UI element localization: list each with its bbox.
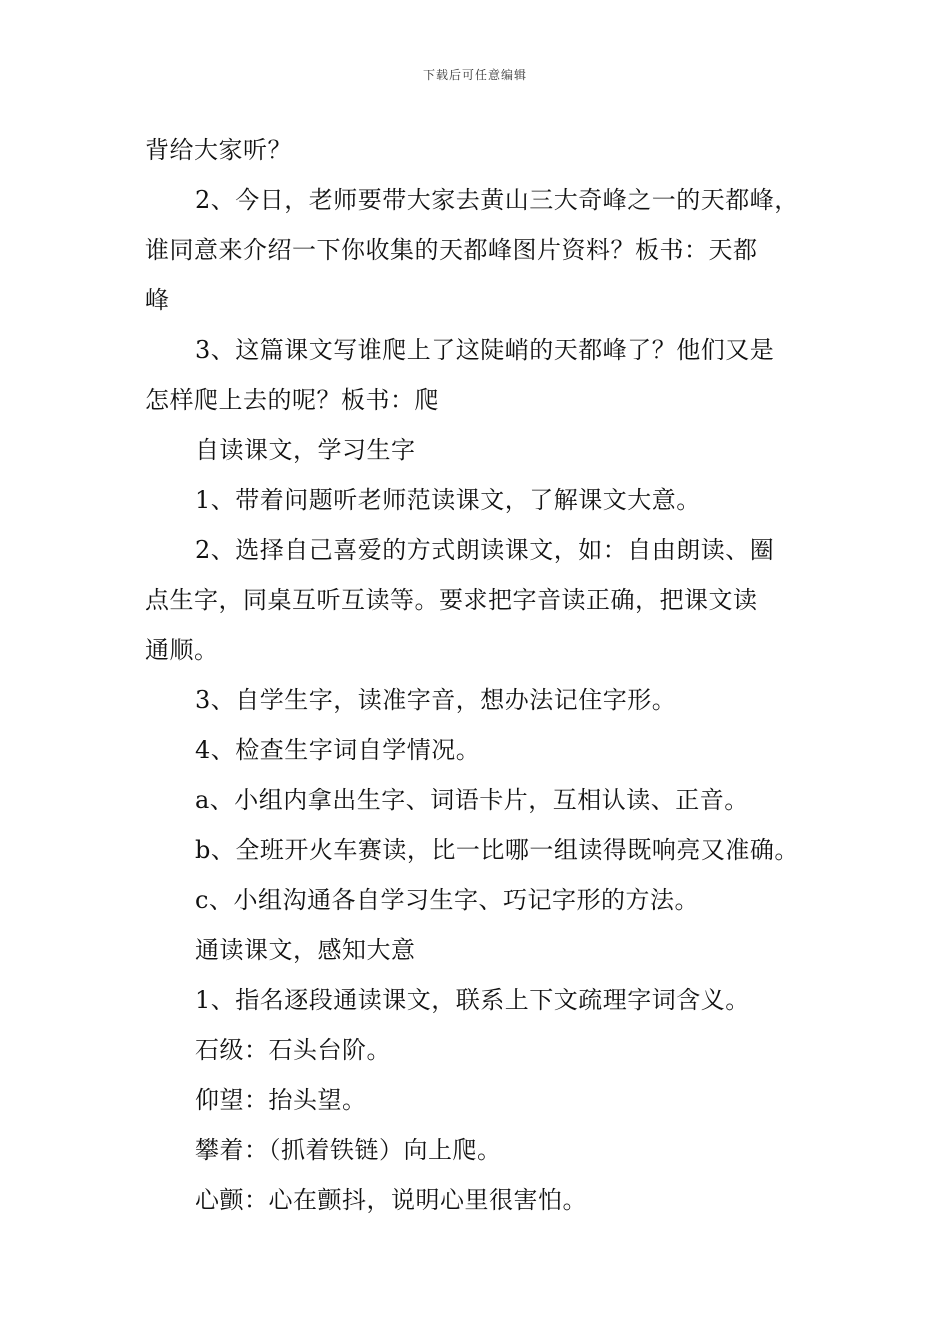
text-line: 通读课文，感知大意 <box>195 936 416 964</box>
text-line: b、全班开火车赛读，比一比哪一组读得既响亮又准确。 <box>195 836 799 864</box>
text-line: c、小组沟通各自学习生字、巧记字形的方法。 <box>195 886 699 914</box>
text-line: 背给大家听？ <box>145 136 292 164</box>
vocab-definition <box>145 1175 835 1225</box>
text-line: 3、自学生字，读准字音，想办法记住字形。 <box>195 686 677 714</box>
text-line: 点生字，同桌互听互读等。要求把字音读正确，把课文读 <box>145 586 758 614</box>
paragraph-11 <box>145 875 835 925</box>
paragraph-9 <box>145 775 835 825</box>
text-line: 2、今日，老师要带大家去黄山三大奇峰之一的天都峰， <box>195 186 799 214</box>
paragraph-3 <box>145 325 835 425</box>
paragraph-2 <box>145 175 835 325</box>
vocab-definition <box>145 1025 835 1075</box>
text-line: 仰望：抬头望。 <box>195 1086 367 1114</box>
text-line: 谁同意来介绍一下你收集的天都峰图片资料？板书：天都 <box>145 236 758 264</box>
paragraph-10 <box>145 825 835 875</box>
vocab-definition <box>145 1125 835 1175</box>
text-line: 自读课文，学习生字 <box>195 436 416 464</box>
section-heading-self-reading <box>145 425 835 475</box>
text-line: 4、检查生字词自学情况。 <box>195 736 481 764</box>
page-header: 下载后可任意编辑 <box>422 68 527 82</box>
paragraph-13 <box>145 975 835 1025</box>
text-line: 峰 <box>145 286 170 314</box>
text-line: 攀着：（抓着铁链）向上爬。 <box>195 1136 502 1164</box>
text-line: 怎样爬上去的呢？板书：爬 <box>145 386 439 414</box>
text-line: 2、选择自己喜爱的方式朗读课文，如：自由朗读、圈 <box>195 536 775 564</box>
text-line: 1、带着问题听老师范读课文，了解课文大意。 <box>195 486 701 514</box>
paragraph-5 <box>145 475 835 525</box>
paragraph-1 <box>145 125 835 175</box>
document-body <box>145 125 835 1225</box>
vocab-definition <box>145 1075 835 1125</box>
text-line: 通顺。 <box>145 636 219 664</box>
paragraph-8 <box>145 725 835 775</box>
paragraph-7 <box>145 675 835 725</box>
section-heading-read-through <box>145 925 835 975</box>
text-line: a、小组内拿出生字、词语卡片，互相认读、正音。 <box>195 786 749 814</box>
paragraph-6 <box>145 525 835 675</box>
text-line: 石级：石头台阶。 <box>195 1036 391 1064</box>
text-line: 1、指名逐段通读课文，联系上下文疏理字词含义。 <box>195 986 750 1014</box>
text-line: 3、这篇课文写谁爬上了这陡峭的天都峰了？他们又是 <box>195 336 775 364</box>
text-line: 心颤：心在颤抖，说明心里很害怕。 <box>195 1186 587 1214</box>
